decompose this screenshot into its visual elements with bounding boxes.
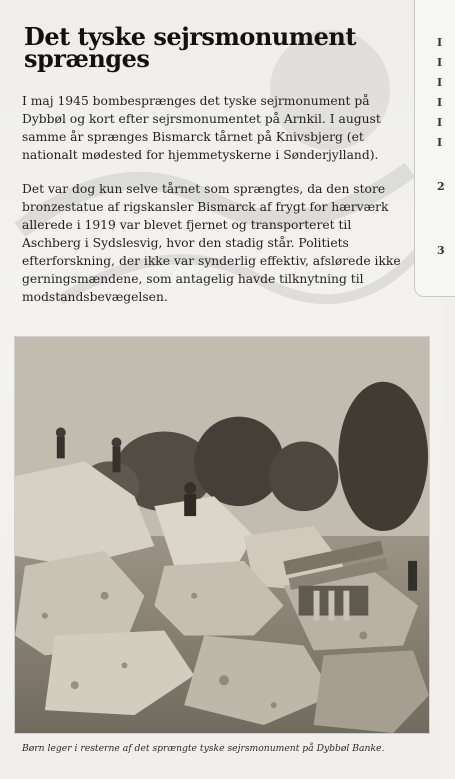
- side-panel-mark: I: [437, 116, 443, 129]
- photo-rubble-icon: [15, 337, 429, 733]
- photo-caption: Børn leger i resterne af det sprængte tyske sejrsmonument på Dybbøl Banke.: [22, 743, 385, 754]
- side-panel-mark: 2: [437, 180, 445, 193]
- article-title: Det tyske sejrsmonument sprænges: [24, 22, 356, 73]
- historical-photo: [14, 336, 430, 734]
- side-panel-mark: I: [437, 136, 443, 149]
- side-panel-mark: I: [437, 96, 443, 109]
- side-panel[interactable]: [414, 0, 455, 297]
- side-panel-mark: I: [437, 76, 443, 89]
- side-panel-mark: I: [437, 36, 443, 49]
- side-panel-mark: 3: [437, 244, 445, 257]
- article-paragraph-1: I maj 1945 bombesprænges det tyske sejrmonument på Dybbøl og kort efter sejrsmonumentet på Arnkil. I august samme år sprænges Bismarck tårnet på Knivsbjerg (et nationalt mødested for hjemmetyskerne i Sønderjylland).: [22, 94, 381, 162]
- article-paragraph-2: Det var dog kun selve tårnet som sprængtes, da den store bronzestatue af rigskansler Bismarck af frygt for hærværk allerede i 1919 var blevet fjernet og transporteret til Aschberg i Sydslesvig, hvor den stadig står. Politiets efterforskning, der ikke var synderlig effektiv, afslørede ikke gerningsmændene, som antagelig havde tilknytning til modstandsbevægelsen.: [22, 182, 401, 304]
- side-panel-mark: I: [437, 56, 443, 69]
